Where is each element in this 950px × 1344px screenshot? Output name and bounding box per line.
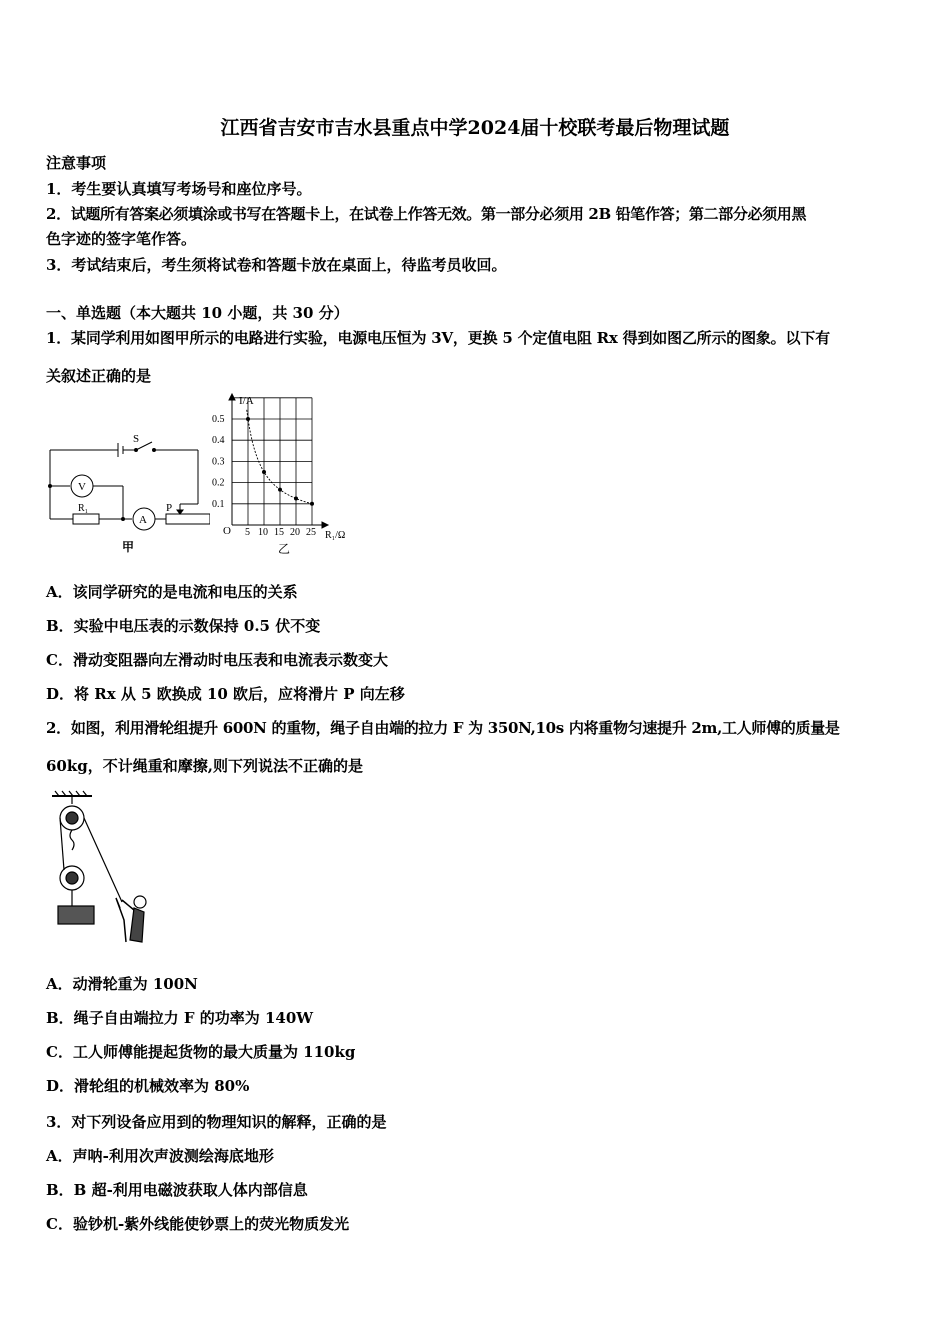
- x-tick-label: 5: [245, 527, 250, 538]
- question-1-stem: 关叙述正确的是: [46, 367, 152, 385]
- data-point: [262, 470, 266, 474]
- question-1-stem: 1．某同学利用如图甲所示的电路进行实验，电源电压恒为 3V，更换 5 个定值电阻 Rx 得到如图乙所示的图象。以下有: [46, 329, 830, 347]
- notice-item: 色字迹的签字笔作答。: [46, 230, 197, 248]
- circuit-diagram: [40, 430, 210, 560]
- notice-heading: 注意事项: [46, 154, 107, 172]
- voltmeter-label: V: [78, 481, 86, 493]
- y-tick-label: 0.5: [212, 414, 225, 425]
- switch-label: S: [133, 433, 140, 445]
- ammeter-label: A: [139, 514, 147, 526]
- option-a: A．该同学研究的是电流和电压的关系: [46, 583, 298, 601]
- slider-label: P: [166, 502, 173, 514]
- origin-label: O: [223, 525, 231, 537]
- option-a: A．声呐-利用次声波测绘海底地形: [46, 1147, 274, 1165]
- x-axis-label: R₁/Ω: [325, 530, 346, 541]
- option-c: C．验钞机-紫外线能使钞票上的荧光物质发光: [46, 1215, 350, 1233]
- circuit-caption: 甲: [122, 540, 135, 554]
- y-tick-label: 0.1: [212, 498, 225, 510]
- data-point: [278, 488, 282, 492]
- y-axis-label: I/A: [239, 395, 254, 407]
- y-tick-label: 0.4: [212, 435, 225, 447]
- x-tick-label: 15: [274, 527, 284, 538]
- notice-item: 2．试题所有答案必须填涂或书写在答题卡上，在试卷上作答无效。第一部分必须用 2B 铅笔作答；第二部分必须用黑: [46, 205, 807, 223]
- graph-caption: 乙: [278, 542, 291, 556]
- y-tick-label: 0.2: [212, 477, 225, 489]
- x-axis-arrow: [322, 522, 328, 528]
- y-axis-arrow: [229, 394, 235, 400]
- option-d: D．将 Rx 从 5 欧换成 10 欧后，应将滑片 P 向左移: [46, 685, 405, 703]
- x-tick-label: 20: [290, 527, 300, 538]
- option-a: A．动滑轮重为 100N: [46, 975, 198, 993]
- current-resistance-graph: [208, 388, 368, 558]
- page-title: 江西省吉安市吉水县重点中学2024届十校联考最后物理试题: [220, 117, 730, 139]
- x-tick-label: 10: [258, 527, 268, 538]
- x-tick-label: 25: [306, 527, 316, 538]
- question-3-stem: 3．对下列设备应用到的物理知识的解释，正确的是: [46, 1113, 387, 1131]
- notice-item: 1．考生要认真填写考场号和座位序号。: [46, 180, 312, 198]
- notice-item: 3．考试结束后，考生须将试卷和答题卡放在桌面上，待监考员收回。: [46, 256, 507, 274]
- pulley-system-figure: [50, 790, 160, 950]
- option-c: C．滑动变阻器向左滑动时电压表和电流表示数变大: [46, 651, 388, 669]
- option-b: B．绳子自由端拉力 F 的功率为 140W: [46, 1009, 314, 1027]
- data-point: [310, 502, 314, 506]
- option-b: B．B 超-利用电磁波获取人体内部信息: [46, 1181, 308, 1199]
- resistor-label: R₁: [78, 503, 89, 514]
- option-d: D．滑轮组的机械效率为 80%: [46, 1077, 250, 1095]
- data-point: [294, 497, 298, 501]
- y-tick-label: 0.3: [212, 456, 225, 468]
- data-point: [246, 417, 250, 421]
- section-heading: 一、单选题（本大题共 10 小题，共 30 分）: [46, 304, 349, 322]
- question-2-stem: 2．如图，利用滑轮组提升 600N 的重物，绳子自由端的拉力 F 为 350N,10s 内将重物匀速提升 2m,工人师傅的质量是: [46, 719, 840, 737]
- question-2-stem: 60kg，不计绳重和摩擦,则下列说法不正确的是: [46, 757, 363, 775]
- option-c: C．工人师傅能提起货物的最大质量为 110kg: [46, 1043, 356, 1061]
- option-b: B．实验中电压表的示数保持 0.5 伏不变: [46, 617, 321, 635]
